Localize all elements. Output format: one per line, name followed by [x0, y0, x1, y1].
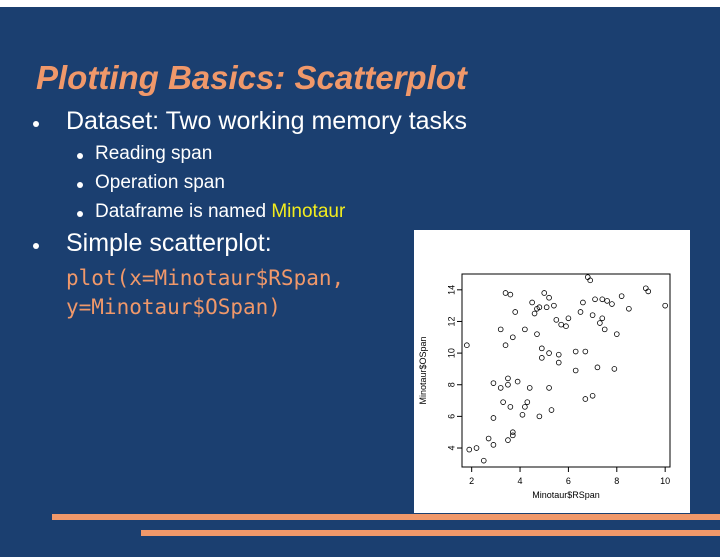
x-axis-label: Minotaur$RSpan [532, 490, 600, 500]
data-point [537, 414, 542, 419]
data-point [539, 355, 544, 360]
data-point [556, 360, 561, 365]
bullet-dot [77, 182, 83, 188]
data-point [619, 294, 624, 299]
x-tick-label: 8 [614, 476, 620, 486]
scatterplot [414, 230, 690, 513]
data-point [588, 278, 593, 283]
data-point [585, 275, 590, 280]
bullet-dot [77, 153, 83, 159]
scatterplot-panel [414, 230, 690, 513]
bullet-dot [33, 121, 39, 127]
x-tick-label: 4 [517, 476, 523, 486]
y-tick-label: 14 [446, 284, 457, 295]
y-tick-label: 4 [446, 445, 457, 451]
data-point [501, 400, 506, 405]
slide-title: Plotting Basics: Scatterplot [36, 59, 467, 96]
data-point [566, 316, 571, 321]
data-point [486, 436, 491, 441]
data-point [626, 306, 631, 311]
data-point [491, 381, 496, 386]
x-tick-label: 6 [565, 476, 571, 486]
bullet-operation-span-text: Operation span [95, 172, 225, 193]
data-point [522, 404, 527, 409]
data-point [547, 386, 552, 391]
data-point [556, 352, 561, 357]
data-point [474, 446, 479, 451]
data-point [503, 343, 508, 348]
data-point [583, 397, 588, 402]
y-tick-label: 10 [446, 348, 457, 359]
data-point [544, 305, 549, 310]
data-point [503, 291, 508, 296]
data-point [464, 343, 469, 348]
bullet-dataframe-text: Dataframe is named [95, 201, 272, 222]
data-point [583, 349, 588, 354]
data-point [643, 286, 648, 291]
data-point [559, 322, 564, 327]
data-point [510, 335, 515, 340]
bullet-reading-span-text: Reading span [95, 143, 213, 164]
data-point [535, 332, 540, 337]
y-tick-label: 8 [446, 382, 457, 388]
bullet-dataframe [95, 201, 345, 223]
data-point [498, 386, 503, 391]
data-point [491, 416, 496, 421]
accent-bar-lower [141, 530, 720, 536]
data-point [554, 317, 559, 322]
data-point [578, 310, 583, 315]
data-point [491, 442, 496, 447]
data-point [600, 297, 605, 302]
accent-bar-upper [52, 514, 720, 520]
data-point [547, 351, 552, 356]
x-tick-label: 10 [660, 476, 671, 486]
data-point [508, 404, 513, 409]
data-point [506, 438, 511, 443]
data-point [506, 376, 511, 381]
data-point [506, 382, 511, 387]
bullet-reading-span [95, 143, 212, 165]
data-point [600, 316, 605, 321]
bullet-dot [77, 211, 83, 217]
bullet-dot [33, 243, 39, 249]
data-point [481, 458, 486, 463]
x-tick-label: 2 [469, 476, 475, 486]
data-point [614, 332, 619, 337]
data-point [605, 298, 610, 303]
data-point [590, 393, 595, 398]
data-point [542, 291, 547, 296]
bullet-dataset [66, 107, 467, 136]
y-axis-label: Minotaur$OSpan [418, 336, 428, 405]
plot-frame [462, 274, 670, 467]
data-point [646, 289, 651, 294]
bullet-simple-text: Simple scatterplot: [66, 229, 272, 257]
data-point [610, 302, 615, 307]
data-point [663, 303, 668, 308]
data-point [539, 346, 544, 351]
data-point [590, 313, 595, 318]
code-line-1: plot(x=Minotaur$RSpan, [66, 266, 345, 290]
dataframe-name: Minotaur [271, 201, 346, 222]
bullet-operation-span [95, 172, 225, 194]
data-point [520, 412, 525, 417]
data-point [573, 368, 578, 373]
data-point [547, 295, 552, 300]
data-point [513, 310, 518, 315]
bullet-dataset-text: Dataset: Two working memory tasks [66, 107, 468, 135]
data-point [573, 349, 578, 354]
data-point [549, 408, 554, 413]
data-point [597, 321, 602, 326]
y-tick-label: 6 [446, 413, 457, 419]
data-point [525, 400, 530, 405]
data-point [522, 327, 527, 332]
data-point [510, 430, 515, 435]
code-line-2: y=Minotaur$OSpan) [66, 295, 281, 319]
y-tick-label: 12 [446, 316, 457, 327]
data-point [515, 379, 520, 384]
data-point [530, 300, 535, 305]
data-point [595, 365, 600, 370]
data-point [612, 367, 617, 372]
data-point [564, 324, 569, 329]
data-point [527, 386, 532, 391]
data-point [602, 327, 607, 332]
data-point [498, 327, 503, 332]
data-point [581, 300, 586, 305]
data-point [552, 303, 557, 308]
data-point [467, 447, 472, 452]
data-point [532, 311, 537, 316]
slide [0, 7, 720, 557]
bullet-simple-scatterplot [66, 229, 272, 258]
data-point [508, 292, 513, 297]
data-point [593, 297, 598, 302]
